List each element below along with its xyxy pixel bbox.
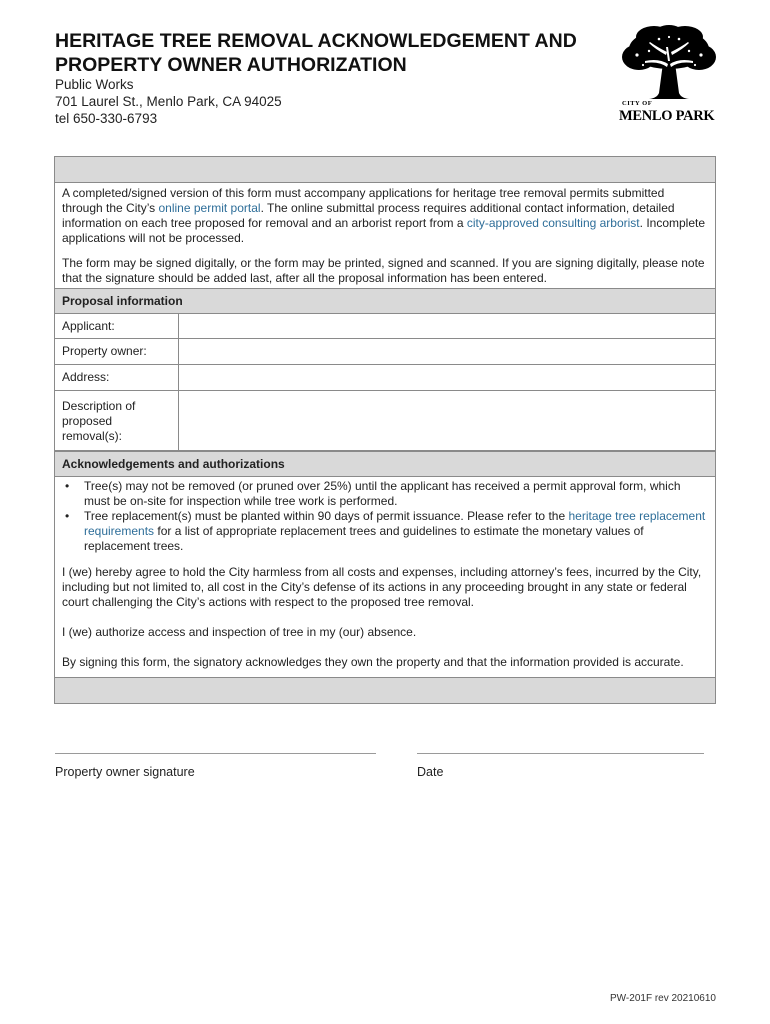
form-title-line2: PROPERTY OWNER AUTHORIZATION [55, 54, 407, 76]
intro-paragraph-1 [62, 186, 708, 246]
intro-text-segment: A completed/signed version of this form must accompany applications for heritage tree removal permits submitted through the City’s [62, 186, 665, 215]
access-authorization-paragraph: I (we) authorize access and inspection of tree in my (our) absence. [62, 625, 417, 639]
form-top-bar [55, 157, 715, 183]
description-field[interactable] [179, 391, 715, 450]
applicant-row [55, 314, 715, 339]
ack-text-segment: for a list of appropriate replacement trees and guidelines to estimate the monetary values of replacement trees. [84, 524, 644, 553]
owner-signature-label: Property owner signature [55, 765, 195, 779]
ack-text-segment: Tree replacement(s) must be planted within 90 days of permit issuance. Please refer to the [84, 509, 569, 523]
ack-bullet-replacement [84, 509, 708, 554]
acknowledgements-text [55, 477, 715, 677]
department-address: 701 Laurel St., Menlo Park, CA 94025 [55, 94, 282, 109]
address-field[interactable] [179, 365, 715, 390]
signatory-acknowledgement-paragraph: By signing this form, the signatory acknowledges they own the property and that the information provided is accurate. [62, 655, 684, 669]
proposal-heading: Proposal information [55, 288, 715, 314]
intro-text [55, 183, 715, 288]
form-box [54, 156, 716, 704]
logo-city-name: MENLO PARK [619, 108, 715, 124]
department-phone: tel 650-330-6793 [55, 111, 158, 126]
intro-paragraph-2: The form may be signed digitally, or the form may be printed, signed and scanned. If you are signing digitally, please note that the signature should be added last, after all the proposal information has been entered. [62, 256, 705, 285]
department-contact [55, 76, 282, 127]
address-row [55, 365, 715, 391]
ack-bullet-no-removal: • Tree(s) may not be removed (or pruned over 25%) until the applicant has received a permit approval form, which must be on-site for inspection while tree work is performed. [84, 479, 708, 509]
owner-signature-line[interactable] [55, 753, 376, 754]
intro-text-segment: . Incomplete applications will not be processed. [62, 216, 706, 245]
form-revision-code: PW-201F rev 20210610 [610, 993, 716, 1004]
applicant-field[interactable] [179, 314, 715, 338]
form-title [55, 29, 615, 77]
property-owner-label: Property owner: [55, 339, 179, 364]
oak-tree-icon [619, 25, 719, 101]
property-owner-row [55, 339, 715, 365]
intro-text-segment: . The online submittal process requires additional contact information, detailed information on each tree proposed for removal and an arborist report from a [62, 201, 675, 230]
acknowledgements-list [62, 479, 708, 554]
property-owner-field[interactable] [179, 339, 715, 364]
department-name: Public Works [55, 77, 134, 92]
online-permit-portal-link[interactable]: online permit portal [158, 201, 261, 215]
form-title-line1: HERITAGE TREE REMOVAL ACKNOWLEDGEMENT AND [55, 30, 577, 52]
description-row [55, 391, 715, 451]
form-bottom-bar [55, 677, 715, 703]
logo-city-of: CITY OF [622, 100, 653, 107]
date-line[interactable] [417, 753, 704, 754]
city-logo [619, 25, 719, 125]
address-label: Address: [55, 365, 179, 390]
applicant-label: Applicant: [55, 314, 179, 338]
date-label: Date [417, 765, 444, 779]
hold-harmless-paragraph: I (we) hereby agree to hold the City harmless from all costs and expenses, including attorney’s fees, incurred by the City, including but not limited to, all cost in the City’s defense of its actions in any proceeding brought in any state or federal court challenging the City’s actions with respect to the proposed tree removal. [62, 565, 702, 609]
heritage-tree-requirements-link[interactable]: heritage tree replacement requirements [84, 509, 706, 538]
acknowledgements-heading: Acknowledgements and authorizations [55, 451, 715, 477]
approved-arborist-link[interactable]: city-approved consulting arborist [466, 216, 640, 230]
description-label: Description of proposed removal(s): [55, 391, 179, 450]
